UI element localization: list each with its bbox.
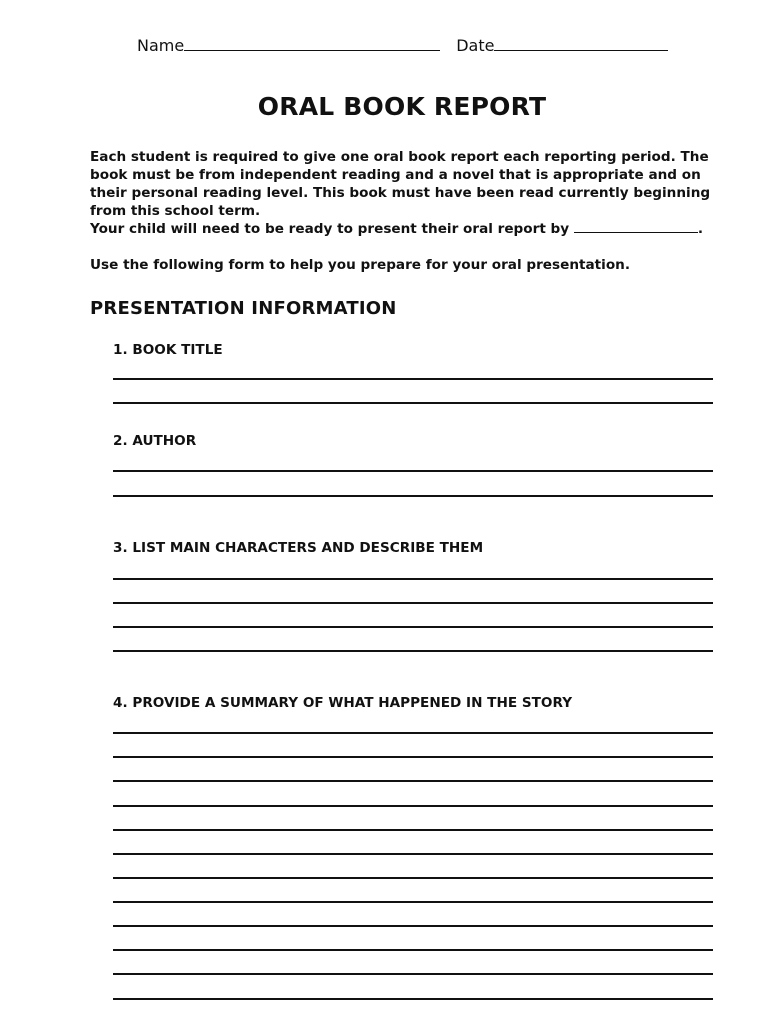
answer-line[interactable] [113,853,713,855]
intro-paragraph-2-prefix: Your child will need to be ready to present their oral report by [90,221,570,237]
header-row [137,36,668,55]
intro-paragraph-2-suffix: . [697,221,704,237]
answer-line[interactable] [113,998,713,1000]
answer-line[interactable] [113,756,713,758]
section-heading: PRESENTATION INFORMATION [90,298,397,319]
answer-line[interactable] [113,829,713,831]
answer-line[interactable] [113,805,713,807]
answer-line[interactable] [113,973,713,975]
answer-line[interactable] [113,877,713,879]
question-author: 2. AUTHOR [113,433,197,449]
intro-paragraph-3: Use the following form to help you prepare for your oral presentation. [90,257,631,273]
answer-line[interactable] [113,495,713,497]
answer-line[interactable] [113,732,713,734]
answer-line[interactable] [113,602,713,604]
date-field[interactable] [494,36,668,51]
name-label: Name [137,36,185,55]
answer-line[interactable] [113,402,713,404]
question-main-characters: 3. LIST MAIN CHARACTERS AND DESCRIBE THEM [113,540,484,556]
answer-line[interactable] [113,578,713,580]
answer-line[interactable] [113,780,713,782]
intro-paragraph-1: Each student is required to give one oral book report each reporting period. The book must be from independent reading and a novel that is appropriate and on their personal reading level. This book must have been read currently beginning from this school term. [90,149,711,219]
intro-text [90,148,720,274]
answer-line[interactable] [113,949,713,951]
due-date-field[interactable] [574,220,698,233]
answer-line[interactable] [113,925,713,927]
answer-line[interactable] [113,470,713,472]
question-book-title: 1. BOOK TITLE [113,342,223,358]
question-summary: 4. PROVIDE A SUMMARY OF WHAT HAPPENED IN THE STORY [113,695,573,711]
answer-line[interactable] [113,626,713,628]
answer-line[interactable] [113,901,713,903]
name-field[interactable] [184,36,440,51]
answer-line[interactable] [113,378,713,380]
answer-line[interactable] [113,650,713,652]
page-title: ORAL BOOK REPORT [257,92,547,121]
intro-paragraph-2 [90,220,720,238]
date-label: Date [456,36,495,55]
